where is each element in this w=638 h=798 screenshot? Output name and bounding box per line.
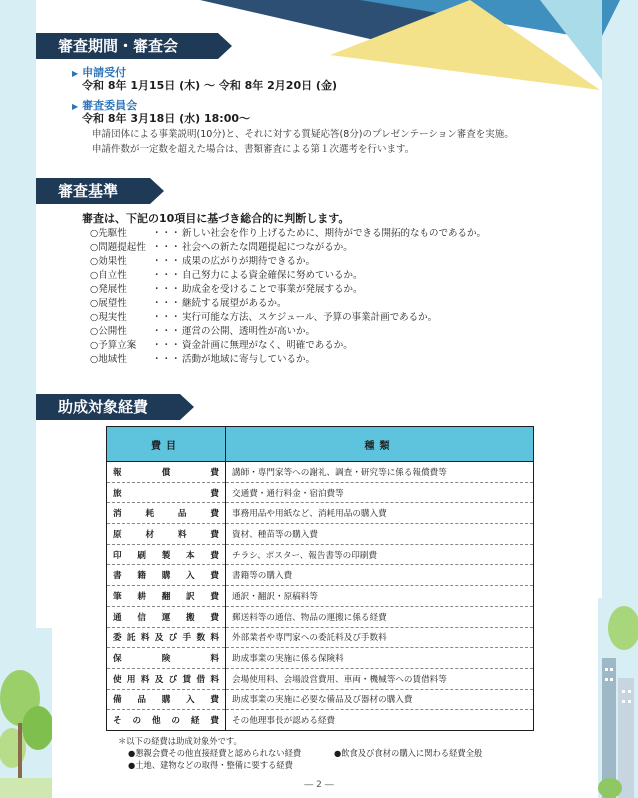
- criteria-name: ○公開性: [90, 326, 127, 337]
- criteria-desc: 継続する展望があるか。: [182, 298, 287, 309]
- table-row: [107, 606, 534, 627]
- category-label: 保 険 料: [113, 654, 219, 665]
- criteria-item: [90, 353, 315, 366]
- criteria-intro: 審査は、下記の10項目に基づき総合的に判断します。: [82, 212, 350, 225]
- criteria-desc: 実行可能な方法、スケジュール、予算の事業計画であるか。: [182, 312, 438, 323]
- category-label: そ の 他 の 経 費: [113, 716, 219, 727]
- criteria-desc: 新しい社会を作り上げるために、期待ができる開拓的なものであるか。: [182, 228, 487, 239]
- right-building-illustration: [598, 598, 638, 798]
- criteria-desc: 活動が地域に寄与しているか。: [182, 354, 316, 365]
- criteria-item: [90, 311, 437, 324]
- table-row: [107, 668, 534, 689]
- criteria-item: [90, 283, 363, 296]
- expense-description: 資材、種苗等の購入費: [226, 524, 534, 545]
- table-row: [107, 503, 534, 524]
- footnote-title: ＊以下の経費は助成対象外です。: [118, 736, 242, 746]
- committee-date: 令和 8年 3月18日 (水) 18:00〜: [82, 112, 251, 125]
- section-title-criteria: 審査基準: [36, 178, 150, 204]
- expense-category: [107, 689, 226, 710]
- criteria-desc: 社会への新たな問題提起につながるか。: [182, 242, 353, 253]
- category-label: 書 籍 購 入 費: [113, 571, 219, 582]
- criteria-item: [90, 339, 353, 352]
- expense-category: [107, 544, 226, 565]
- criteria-item: [90, 255, 315, 268]
- expense-description: 書籍等の購入費: [226, 565, 534, 586]
- committee-label: 審査委員会: [82, 99, 138, 112]
- criteria-item: [90, 325, 315, 338]
- expense-description: 通訳・翻訳・原稿料等: [226, 586, 534, 607]
- expense-description: 講師・専門家等への謝礼、調査・研究等に係る報償費等: [226, 462, 534, 483]
- expense-description: 郵送料等の通信、物品の運搬に係る経費: [226, 606, 534, 627]
- table-header-row: [107, 427, 534, 462]
- expense-category: [107, 586, 226, 607]
- table-row: [107, 586, 534, 607]
- expense-description: チラシ、ポスター、報告書等の印刷費: [226, 544, 534, 565]
- expense-category: [107, 482, 226, 503]
- expense-category: [107, 524, 226, 545]
- section-title-expenses: 助成対象経費: [36, 394, 180, 420]
- category-label: 備 品 購 入 費: [113, 695, 219, 706]
- table-row: [107, 689, 534, 710]
- table-row: [107, 524, 534, 545]
- expense-category: [107, 627, 226, 648]
- category-label: 消 耗 品 費: [113, 509, 219, 520]
- category-label: 使 用 料 及 び 賃 借 料: [113, 674, 219, 685]
- criteria-dots: ・・・: [152, 298, 181, 309]
- category-label: 報 償 費: [113, 467, 219, 478]
- triangle-bullet-icon: ▶: [72, 102, 79, 111]
- criteria-item: [90, 227, 486, 240]
- footnote-item-a: ●懇親会費その他直接経費と認められない経費: [128, 748, 302, 758]
- expense-category: [107, 503, 226, 524]
- footnote-item-b: ●飲食及び食材の購入に関わる経費全般: [334, 748, 483, 758]
- criteria-name: ○自立性: [90, 270, 127, 281]
- section-title-schedule: 審査期間・審査会: [36, 33, 218, 59]
- criteria-dots: ・・・: [152, 256, 181, 267]
- table-row: [107, 710, 534, 731]
- category-label: 通 信 運 搬 費: [113, 612, 219, 623]
- expense-table: [106, 426, 534, 731]
- criteria-item: [90, 297, 287, 310]
- left-tree-illustration: [0, 628, 52, 798]
- page-number: ― 2 ―: [304, 780, 334, 790]
- footnote-item-c: ●土地、建物などの取得・整備に要する経費: [128, 760, 293, 770]
- table-row: [107, 462, 534, 483]
- criteria-name: ○現実性: [90, 312, 127, 323]
- criteria-dots: ・・・: [152, 340, 181, 351]
- expense-description: 助成事業の実施に必要な備品及び器材の購入費: [226, 689, 534, 710]
- criteria-desc: 運営の公開、透明性が高いか。: [182, 326, 316, 337]
- table-row: [107, 648, 534, 669]
- criteria-dots: ・・・: [152, 354, 181, 365]
- expense-category: [107, 565, 226, 586]
- criteria-dots: ・・・: [152, 228, 181, 239]
- category-label: 筆 耕 翻 訳 費: [113, 591, 219, 602]
- table-row: [107, 565, 534, 586]
- header-type: 種類: [226, 427, 534, 462]
- category-label: 委 託 料 及 び 手 数 料: [113, 633, 219, 644]
- expense-description: 会場使用料、会場設営費用、車両・機械等への賃借料等: [226, 668, 534, 689]
- expense-category: [107, 462, 226, 483]
- criteria-name: ○発展性: [90, 284, 127, 295]
- criteria-name: ○問題提起性: [90, 242, 146, 253]
- committee-note-1: 申請団体による事業説明(10分)と、それに対する質疑応答(8分)のプレゼンテーション審査を実施。: [92, 129, 514, 140]
- expense-category: [107, 668, 226, 689]
- triangle-bullet-icon: ▶: [72, 69, 79, 78]
- expense-description: その他理事長が認める経費: [226, 710, 534, 731]
- criteria-name: ○先駆性: [90, 228, 127, 239]
- criteria-dots: ・・・: [152, 326, 181, 337]
- criteria-desc: 自己努力による資金確保に努めているか。: [182, 270, 363, 281]
- criteria-dots: ・・・: [152, 284, 181, 295]
- criteria-name: ○展望性: [90, 298, 127, 309]
- expense-description: 事務用品や用紙など、消耗用品の購入費: [226, 503, 534, 524]
- expense-description: 外部業者や専門家への委託料及び手数料: [226, 627, 534, 648]
- category-label: 原 材 料 費: [113, 529, 219, 540]
- expense-category: [107, 648, 226, 669]
- application-label: 申請受付: [82, 66, 127, 79]
- expense-description: 交通費・通行料金・宿泊費等: [226, 482, 534, 503]
- header-category: 費目: [107, 427, 226, 462]
- criteria-item: [90, 241, 353, 254]
- criteria-desc: 成果の広がりが期待できるか。: [182, 256, 316, 267]
- expense-category: [107, 606, 226, 627]
- expense-description: 助成事業の実施に係る保険料: [226, 648, 534, 669]
- criteria-dots: ・・・: [152, 270, 181, 281]
- criteria-desc: 資金計画に無理がなく、明確であるか。: [182, 340, 353, 351]
- table-row: [107, 482, 534, 503]
- category-label: 旅 費: [113, 488, 219, 499]
- criteria-dots: ・・・: [152, 242, 181, 253]
- expense-category: [107, 710, 226, 731]
- criteria-dots: ・・・: [152, 312, 181, 323]
- committee-note-2: 申請件数が一定数を超えた場合は、書類審査による第１次選考を行います。: [92, 144, 415, 155]
- application-period: 令和 8年 1月15日 (木) 〜 令和 8年 2月20日 (金): [82, 79, 337, 92]
- criteria-item: [90, 269, 363, 282]
- category-label: 印 刷 製 本 費: [113, 550, 219, 561]
- criteria-name: ○地域性: [90, 354, 127, 365]
- table-row: [107, 544, 534, 565]
- criteria-name: ○効果性: [90, 256, 127, 267]
- criteria-desc: 助成金を受けることで事業が発展するか。: [182, 284, 363, 295]
- criteria-name: ○予算立案: [90, 340, 137, 351]
- table-row: [107, 627, 534, 648]
